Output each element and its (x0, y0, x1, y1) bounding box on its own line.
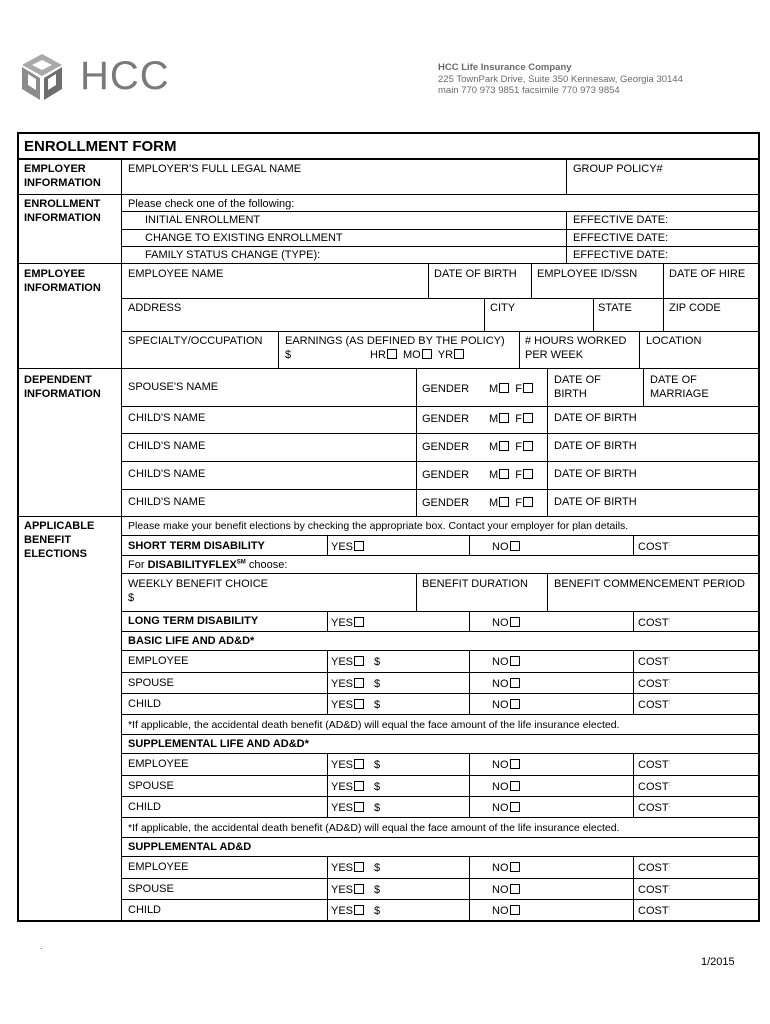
basic-life-employee-no: NO (492, 655, 520, 669)
effective-date-field[interactable]: EFFECTIVE DATE: (573, 249, 669, 261)
basic-life-spouse-no: NO (492, 677, 520, 691)
yes-checkbox[interactable] (354, 699, 364, 709)
supp-add-child-yes: YES $ (331, 905, 381, 917)
child-name-field[interactable]: CHILD'S NAME (128, 496, 206, 508)
supp-add-child-no: NO (492, 904, 520, 918)
std-cost-field[interactable]: COST: (638, 541, 671, 553)
cost-field[interactable]: COST: (638, 678, 671, 690)
std-yes: YES (331, 540, 364, 554)
employee-name-field[interactable]: EMPLOYEE NAME (128, 268, 224, 280)
section-dependent: DEPENDENT INFORMATION (24, 374, 101, 400)
employee-dob-field[interactable]: DATE OF BIRTH (434, 268, 517, 280)
cost-field[interactable]: COST: (638, 656, 671, 668)
option-family-status-change[interactable]: FAMILY STATUS CHANGE (TYPE): (145, 249, 321, 261)
mo-checkbox[interactable] (422, 349, 432, 359)
gender-m-checkbox[interactable] (499, 413, 509, 423)
footer-dot: . (40, 942, 43, 951)
yes-checkbox[interactable] (354, 781, 364, 791)
supp-life-spouse-label: SPOUSE (128, 780, 174, 792)
company-name: HCC Life Insurance Company (438, 62, 572, 73)
basic-life-employee-label: EMPLOYEE (128, 655, 189, 667)
supp-add-heading: SUPPLEMENTAL AD&D (128, 841, 252, 853)
supp-add-spouse-label: SPOUSE (128, 883, 174, 895)
supp-add-spouse-yes: YES $ (331, 884, 381, 896)
address-field[interactable]: ADDRESS (128, 302, 182, 314)
no-checkbox[interactable] (510, 656, 520, 666)
supp-life-employee-no: NO (492, 758, 520, 772)
supp-life-heading: SUPPLEMENTAL LIFE AND AD&D* (128, 738, 309, 750)
cost-field[interactable]: COST: (638, 759, 671, 771)
gender-label: GENDER (422, 383, 470, 395)
std-no: NO (492, 540, 520, 554)
std-yes-checkbox[interactable] (354, 541, 364, 551)
section-employer: EMPLOYER INFORMATION (24, 163, 101, 189)
section-enrollment: ENROLLMENT INFORMATION (24, 198, 101, 224)
company-phones: main 770 973 9851 facsimile 770 973 9854 (438, 85, 620, 96)
hcc-cube-logo (20, 52, 64, 102)
basic-life-child-no: NO (492, 698, 520, 712)
date-of-hire-field[interactable]: DATE OF HIRE (669, 268, 746, 280)
group-policy-field[interactable]: GROUP POLICY# (573, 163, 663, 175)
yes-checkbox[interactable] (354, 759, 364, 769)
spouse-dob-field[interactable]: DATE OF BIRTH (554, 374, 601, 400)
cost-field[interactable]: COST: (638, 802, 671, 814)
gender-m-checkbox[interactable] (499, 441, 509, 451)
child-dob-field[interactable]: DATE OF BIRTH (554, 496, 637, 508)
basic-life-spouse-yes: YES $ (331, 678, 381, 690)
child-dob-field[interactable]: DATE OF BIRTH (554, 412, 637, 424)
no-checkbox[interactable] (510, 699, 520, 709)
supp-life-child-no: NO (492, 801, 520, 815)
basic-life-employee-yes: YES $ (331, 656, 381, 668)
ltd-cost-field[interactable]: COST: (638, 617, 671, 629)
section-benefits: APPLICABLE BENEFIT ELECTIONS (24, 520, 95, 560)
gender-label: GENDER (422, 469, 470, 481)
no-checkbox[interactable] (510, 884, 520, 894)
benefit-duration-field[interactable]: BENEFIT DURATION (422, 578, 528, 590)
location-field[interactable]: LOCATION (646, 335, 702, 347)
child-dob-field[interactable]: DATE OF BIRTH (554, 468, 637, 480)
gender-f-checkbox[interactable] (523, 441, 533, 451)
no-checkbox[interactable] (510, 802, 520, 812)
weekly-benefit-field[interactable]: WEEKLY BENEFIT CHOICE $ (128, 578, 268, 604)
supp-add-employee-no: NO (492, 861, 520, 875)
gender-m-checkbox[interactable] (499, 383, 509, 393)
yes-checkbox[interactable] (354, 678, 364, 688)
basic-life-heading: BASIC LIFE AND AD&D* (128, 635, 255, 647)
supp-add-child-label: CHILD (128, 904, 162, 916)
gender-f-checkbox[interactable] (523, 383, 533, 393)
specialty-occupation-field[interactable]: SPECIALTY/OCCUPATION (128, 335, 263, 347)
child-name-field[interactable]: CHILD'S NAME (128, 468, 206, 480)
company-address: 225 TownPark Drive, Suite 350 Kennesaw, Georgia 30144 (438, 73, 683, 85)
supp-life-spouse-yes: YES $ (331, 781, 381, 793)
footnote: *If applicable, the accidental death benefit (AD&D) will equal the face amount of the life insurance elected. (128, 822, 620, 834)
supp-add-spouse-no: NO (492, 883, 520, 897)
disabilityflex-label: For DISABILITYFLEX℠ choose: (128, 559, 288, 571)
supp-life-employee-yes: YES $ (331, 759, 381, 771)
option-initial-enrollment[interactable]: INITIAL ENROLLMENT (145, 214, 261, 226)
ltd-yes-checkbox[interactable] (354, 617, 364, 627)
supp-add-employee-label: EMPLOYEE (128, 861, 189, 873)
basic-life-spouse-label: SPOUSE (128, 677, 174, 689)
section-employee: EMPLOYEE INFORMATION (24, 268, 101, 294)
ltd-label: LONG TERM DISABILITY (128, 615, 259, 627)
employee-id-field[interactable]: EMPLOYEE ID/SSN (537, 268, 638, 280)
date-of-marriage-field[interactable]: DATE OF MARRIAGE (650, 374, 709, 400)
hours-worked-field[interactable]: # HOURS WORKED PER WEEK (525, 335, 627, 361)
child-dob-field[interactable]: DATE OF BIRTH (554, 440, 637, 452)
ltd-yes: YES (331, 616, 364, 630)
std-label: SHORT TERM DISABILITY (128, 540, 265, 552)
gender-f-checkbox[interactable] (523, 497, 533, 507)
supp-life-spouse-no: NO (492, 780, 520, 794)
form-title: ENROLLMENT FORM (24, 138, 177, 155)
enrollment-instruction: Please check one of the following: (128, 198, 295, 210)
supp-add-employee-yes: YES $ (331, 862, 381, 874)
yr-checkbox[interactable] (454, 349, 464, 359)
child-name-field[interactable]: CHILD'S NAME (128, 440, 206, 452)
logo-wordmark: HCC (80, 54, 170, 98)
gender-options: M F (489, 468, 533, 482)
earnings-label: EARNINGS (AS DEFINED BY THE POLICY) (285, 335, 505, 347)
yes-checkbox[interactable] (354, 862, 364, 872)
effective-date-field[interactable]: EFFECTIVE DATE: (573, 214, 669, 226)
yes-checkbox[interactable] (354, 656, 364, 666)
no-checkbox[interactable] (510, 905, 520, 915)
basic-life-child-label: CHILD (128, 698, 162, 710)
ltd-no: NO (492, 616, 520, 630)
child-name-field[interactable]: CHILD'S NAME (128, 412, 206, 424)
ltd-no-checkbox[interactable] (510, 617, 520, 627)
zip-code-field[interactable]: ZIP CODE (669, 302, 721, 314)
cost-field[interactable]: COST: (638, 781, 671, 793)
gender-options: M F (489, 382, 533, 396)
gender-f-checkbox[interactable] (523, 469, 533, 479)
gender-options: M F (489, 496, 533, 510)
gender-f-checkbox[interactable] (523, 413, 533, 423)
cost-field[interactable]: COST: (638, 905, 671, 917)
benefit-commencement-field[interactable]: BENEFIT COMMENCEMENT PERIOD (554, 578, 745, 590)
gender-options: M F (489, 412, 533, 426)
basic-life-child-yes: YES $ (331, 699, 381, 711)
supp-life-child-label: CHILD (128, 801, 162, 813)
benefits-instruction: Please make your benefit elections by checking the appropriate box. Contact your employer for plan details. (128, 520, 629, 532)
gender-label: GENDER (422, 497, 470, 509)
cost-field[interactable]: COST: (638, 699, 671, 711)
no-checkbox[interactable] (510, 781, 520, 791)
supp-life-employee-label: EMPLOYEE (128, 758, 189, 770)
footnote: *If applicable, the accidental death benefit (AD&D) will equal the face amount of the life insurance elected. (128, 719, 620, 731)
gender-m-checkbox[interactable] (499, 497, 509, 507)
gender-m-checkbox[interactable] (499, 469, 509, 479)
spouse-name-field[interactable]: SPOUSE'S NAME (128, 381, 219, 393)
city-field[interactable]: CITY (490, 302, 516, 314)
cost-field[interactable]: COST: (638, 862, 671, 874)
no-checkbox[interactable] (510, 678, 520, 688)
no-checkbox[interactable] (510, 862, 520, 872)
form-version: 1/2015 (701, 956, 735, 968)
gender-label: GENDER (422, 441, 470, 453)
option-change-enrollment[interactable]: CHANGE TO EXISTING ENROLLMENT (145, 232, 343, 244)
earnings-dollar: $ (285, 349, 292, 361)
supp-life-child-yes: YES $ (331, 802, 381, 814)
employer-legal-name-field[interactable]: EMPLOYER'S FULL LEGAL NAME (128, 163, 302, 175)
gender-label: GENDER (422, 413, 470, 425)
cost-field[interactable]: COST: (638, 884, 671, 896)
hr-checkbox[interactable] (387, 349, 397, 359)
yes-checkbox[interactable] (354, 884, 364, 894)
yes-checkbox[interactable] (354, 905, 364, 915)
std-no-checkbox[interactable] (510, 541, 520, 551)
earnings-period: HR MO YR (370, 348, 464, 362)
state-field[interactable]: STATE (598, 302, 632, 314)
no-checkbox[interactable] (510, 759, 520, 769)
yes-checkbox[interactable] (354, 802, 364, 812)
company-block (438, 62, 683, 97)
effective-date-field[interactable]: EFFECTIVE DATE: (573, 232, 669, 244)
gender-options: M F (489, 440, 533, 454)
